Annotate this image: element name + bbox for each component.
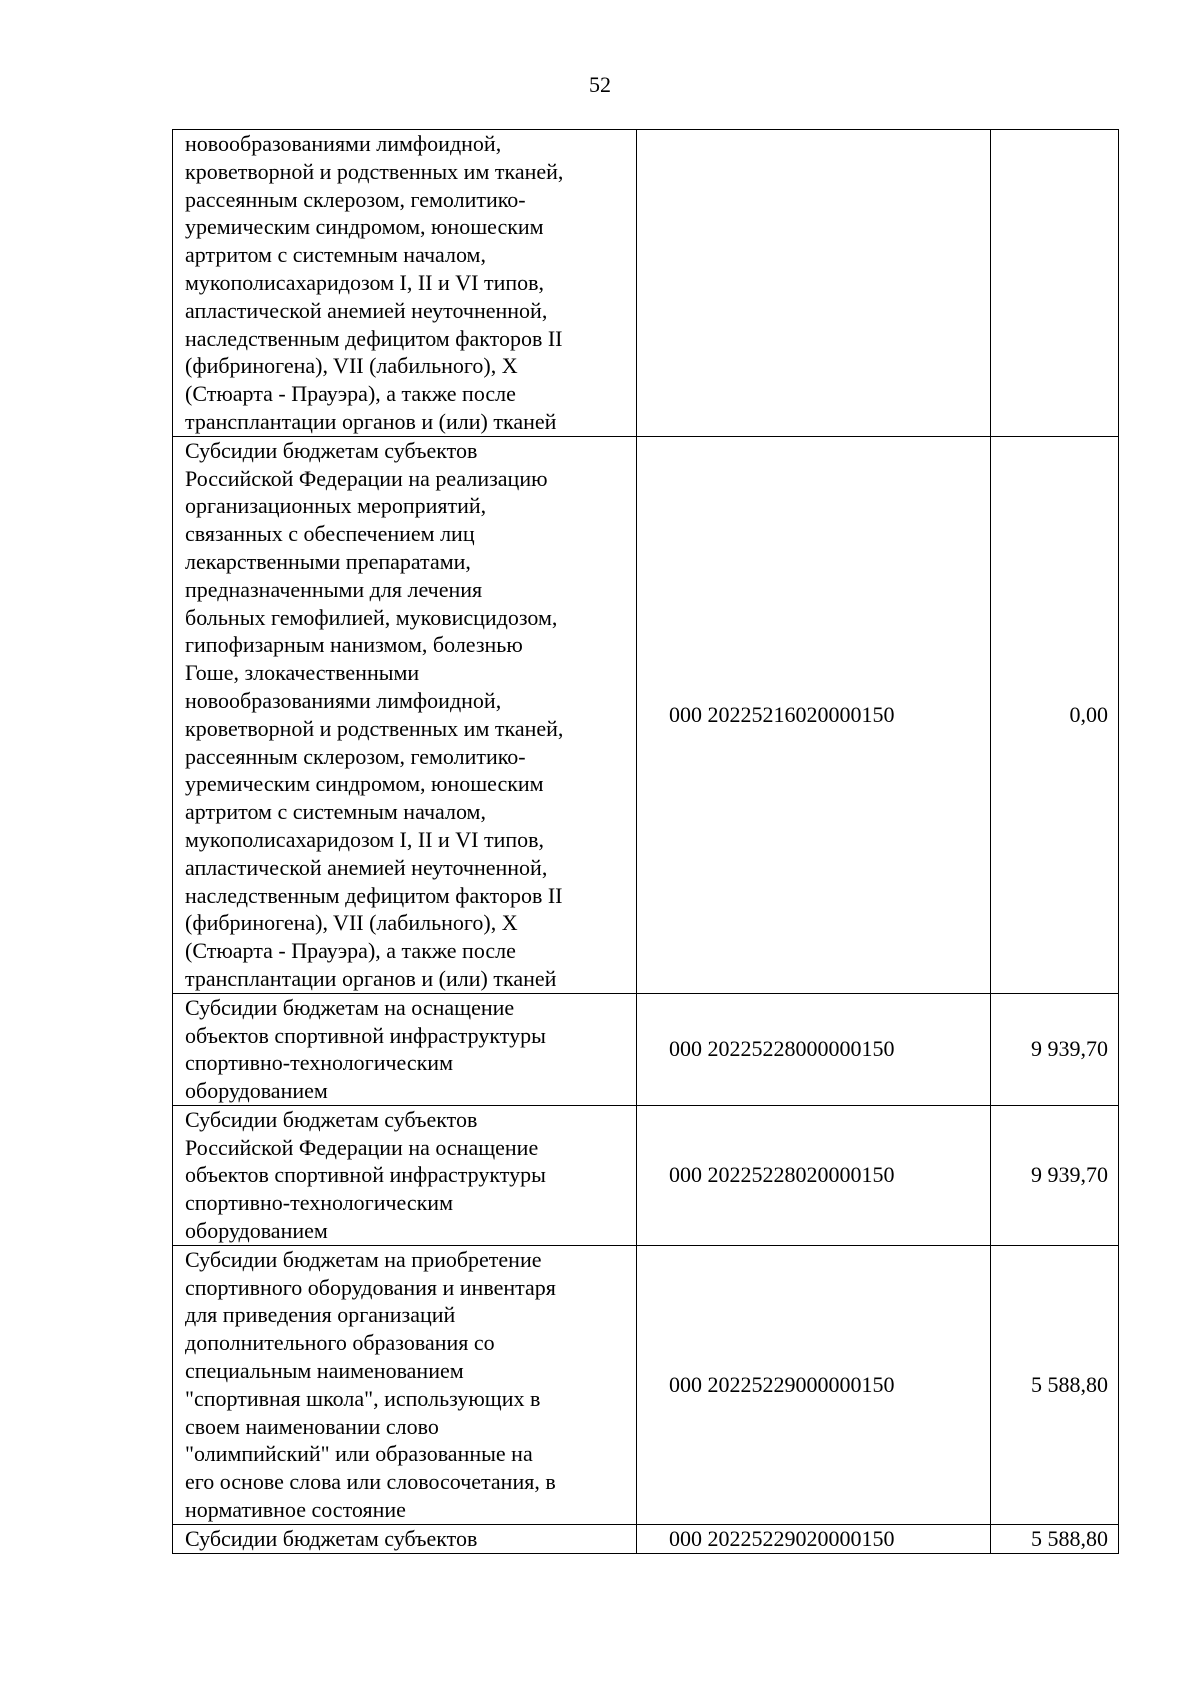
row-amount: 5 588,80 xyxy=(991,1524,1119,1553)
row-description: Субсидии бюджетам субъектов Российской Федерации на оснащение объектов спортивной инфраструктуры спортивно-технологическим оборудованием xyxy=(173,1105,637,1245)
table-row xyxy=(173,1245,1119,1524)
row-amount: 9 939,70 xyxy=(991,1105,1119,1245)
row-code: 000 20225229000000150 xyxy=(637,1245,991,1524)
row-description: Субсидии бюджетам субъектов xyxy=(173,1524,637,1553)
table-row xyxy=(173,1524,1119,1553)
page-number: 52 xyxy=(589,72,611,97)
table-row xyxy=(173,1105,1119,1245)
table-row xyxy=(173,436,1119,993)
row-code: 000 20225228020000150 xyxy=(637,1105,991,1245)
row-description: Субсидии бюджетам на приобретение спортивного оборудования и инвентаря для приведения организаций дополнительного образования со специальным наименованием "спортивная школа", использующих в своем наименовании слово "олимпийский" или образованные на его основе слова или словосочетания, в нормативное состояние xyxy=(173,1245,637,1524)
row-description: Субсидии бюджетам на оснащение объектов спортивной инфраструктуры спортивно-технологическим оборудованием xyxy=(173,993,637,1105)
budget-table xyxy=(172,129,1119,1554)
table-row xyxy=(173,130,1119,437)
row-description: новообразованиями лимфоидной, кроветворной и родственных им тканей, рассеянным склерозом, гемолитико- уремическим синдромом, юношеским артритом с системным началом, мукополисахаридозом I, II и VI типов, апластической анемией неуточненной, наследственным дефицитом факторов II (фибриногена), VII (лабильного), X (Стюарта - Прауэра), а также после трансплантации органов и (или) тканей xyxy=(173,130,637,437)
row-amount xyxy=(991,130,1119,437)
row-description: Субсидии бюджетам субъектов Российской Федерации на реализацию организационных мероприятий, связанных с обеспечением лиц лекарственными препаратами, предназначенными для лечения больных гемофилией, муковисцидозом, гипофизарным нанизмом, болезнью Гоше, злокачественными новообразованиями лимфоидной, кроветворной и родственных им тканей, рассеянным склерозом, гемолитико- уремическим синдромом, юношеским артритом с системным началом, мукополисахаридозом I, II и VI типов, апластической анемией неуточненной, наследственным дефицитом факторов II (фибриногена), VII (лабильного), X (Стюарта - Прауэра), а также после трансплантации органов и (или) тканей xyxy=(173,436,637,993)
row-code: 000 20225216020000150 xyxy=(637,436,991,993)
row-amount: 0,00 xyxy=(991,436,1119,993)
row-code xyxy=(637,130,991,437)
row-code: 000 20225228000000150 xyxy=(637,993,991,1105)
row-code: 000 20225229020000150 xyxy=(637,1524,991,1553)
row-amount: 5 588,80 xyxy=(991,1245,1119,1524)
table-row xyxy=(173,993,1119,1105)
row-amount: 9 939,70 xyxy=(991,993,1119,1105)
